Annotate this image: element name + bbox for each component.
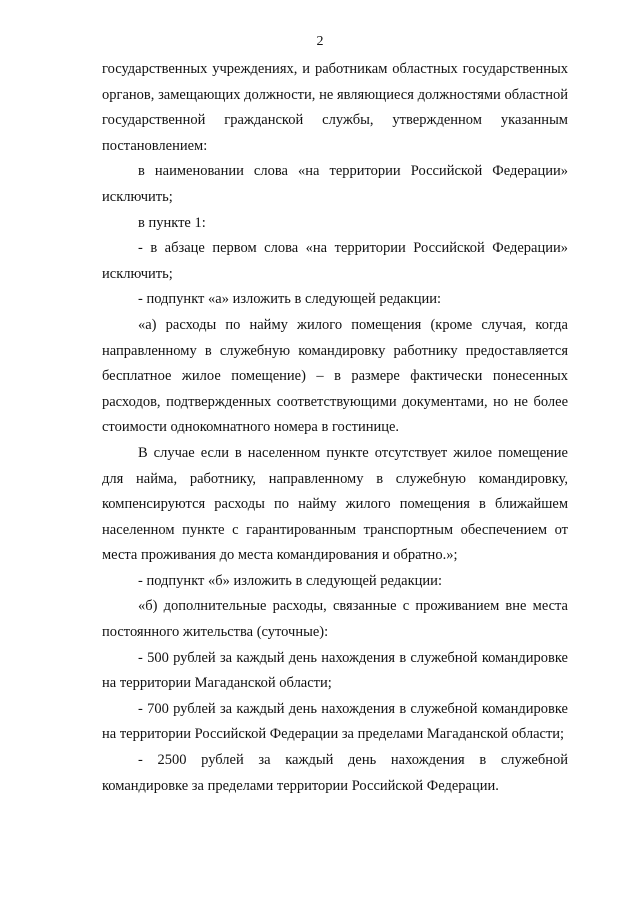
- paragraph-12: - 2500 рублей за каждый день нахождения в служебной командировке за пределами территории Российской Федерации.: [102, 752, 568, 794]
- paragraph-7: В случае если в населенном пункте отсутствует жилое помещение для найма, работнику, направленному в служебную командировку, компенсируются расходы по найму жилого помещения в ближайшем населенном пункте с гарантированным транспортным обеспечением от места проживания до места командирования и обратно.»;: [102, 444, 568, 564]
- paragraph-4: - в абзаце первом слова «на территории Российской Федерации» исключить;: [102, 240, 568, 282]
- paragraph-6: «а) расходы по найму жилого помещения (кроме случая, когда направленному в служебную командировку работнику предоставляется бесплатное жилое помещение) – в размере фактически понесенных расходов, подтвержденных соответствующими документами, но не более стоимости однокомнатного номера в гостинице.: [102, 316, 568, 436]
- paragraph-11: - 700 рублей за каждый день нахождения в служебной командировке на территории Российской Федерации за пределами Магаданской области;: [102, 700, 568, 743]
- paragraph-10: - 500 рублей за каждый день нахождения в служебной командировке на территории Магаданской области;: [102, 649, 568, 692]
- paragraph-9: «б) дополнительные расходы, связанные с проживанием вне места постоянного жительства (суточные):: [102, 598, 568, 641]
- paragraph-5: - подпункт «а» изложить в следующей редакции:: [138, 291, 442, 308]
- document-body: [102, 57, 568, 799]
- page-number: 2: [316, 34, 324, 49]
- paragraph-2: в наименовании слова «на территории Российской Федерации» исключить;: [102, 163, 568, 205]
- paragraph-3: в пункте 1:: [138, 214, 206, 231]
- paragraph-1: государственных учреждениях, и работникам областных государственных органов, замещающих должности, не являющиеся должностями областной государственной гражданской службы, утвержденном указанным постановлением:: [102, 61, 568, 154]
- paragraph-8: - подпункт «б» изложить в следующей редакции:: [138, 572, 442, 589]
